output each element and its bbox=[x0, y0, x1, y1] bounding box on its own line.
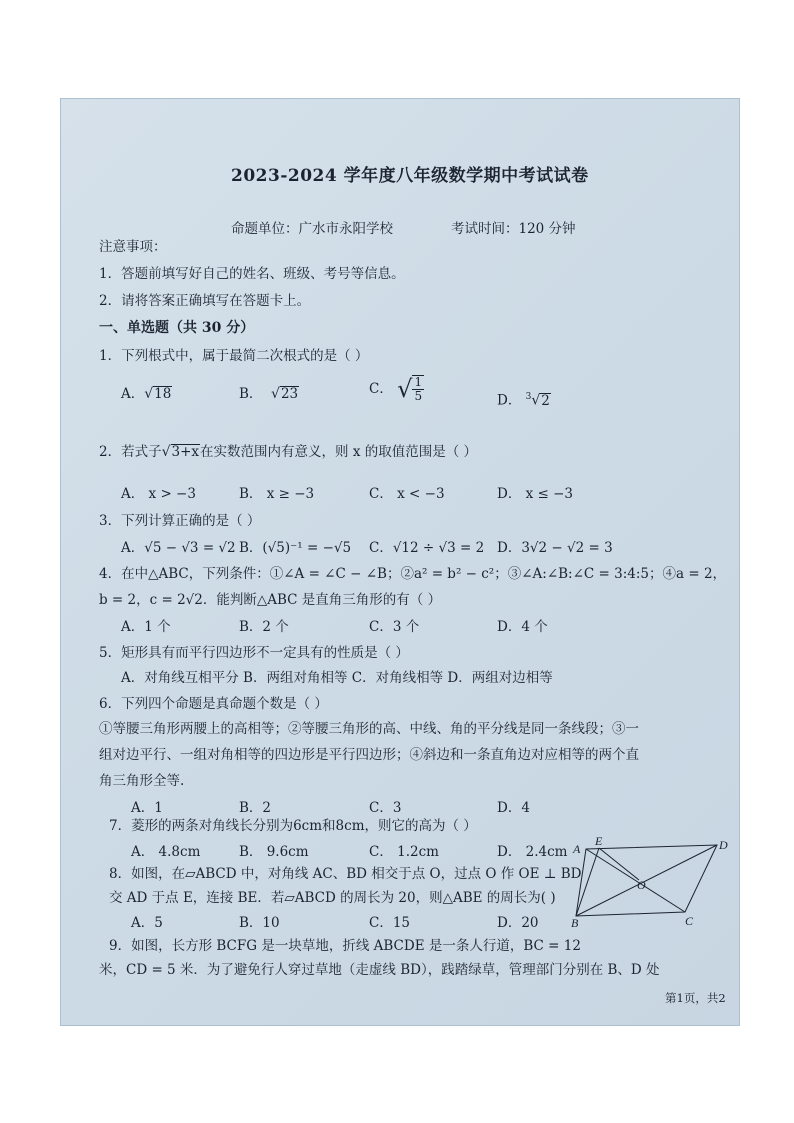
q8-option-d: D．20 bbox=[497, 915, 539, 931]
notes-heading: 注意事项： bbox=[99, 239, 167, 255]
q7-option-a: A． 4.8cm bbox=[131, 844, 201, 860]
q4-option-d: D．4 个 bbox=[497, 619, 548, 635]
q9-line-2: 米，CD = 5 米．为了避免行人穿过草地（走虚线 BD），践踏绿草，管理部门分别在 B、D 处 bbox=[99, 962, 660, 978]
q6-option-c: C．3 bbox=[369, 800, 402, 816]
q6-stem: 6．下列四个命题是真命题个数是（ ） bbox=[99, 696, 328, 712]
notes-item-2: 2．请将答案正确填写在答题卡上。 bbox=[99, 293, 311, 309]
q7-option-d: D． 2.4cm bbox=[497, 844, 568, 860]
q7-option-b: B． 9.6cm bbox=[239, 844, 309, 860]
q2-option-c: C． x < −3 bbox=[369, 486, 445, 502]
label-e: E bbox=[595, 837, 603, 848]
q2-option-d: D． x ≤ −3 bbox=[497, 486, 574, 502]
q2-option-a: A． x > −3 bbox=[121, 486, 196, 502]
q1-option-b: B． √23 bbox=[239, 386, 299, 402]
q4-option-c: C．3 个 bbox=[369, 619, 420, 635]
q3-option-b: B．(√5)⁻¹ = −√5 bbox=[239, 540, 352, 556]
q6-line-1: ①等腰三角形两腰上的高相等；②等腰三角形的高、中线、角的平分线是同一条线段；③一 bbox=[99, 721, 639, 737]
q4-option-b: B．2 个 bbox=[239, 619, 289, 635]
q3-option-c: C．√12 ÷ √3 = 2 bbox=[369, 540, 485, 556]
q8-option-b: B．10 bbox=[239, 915, 280, 931]
q5-options: A．对角线互相平分 B．两组对角相等 C．对角线相等 D．两组对边相等 bbox=[121, 670, 553, 686]
label-c: C bbox=[685, 914, 694, 927]
q8-option-a: A．5 bbox=[131, 915, 163, 931]
q2-stem: 2．若式子√3+x在实数范围内有意义，则 x 的取值范围是（ ） bbox=[99, 444, 478, 460]
segment-oe bbox=[599, 848, 639, 880]
section-heading: 一、单选题（共 30 分） bbox=[99, 320, 255, 336]
exam-sheet bbox=[60, 98, 740, 1026]
label-d: D bbox=[719, 838, 728, 852]
q4-option-a: A．1 个 bbox=[121, 619, 171, 635]
q6-option-b: B．2 bbox=[239, 800, 272, 816]
q8-line-1: 8．如图，在▱ABCD 中，对角线 AC、BD 相交于点 O，过点 O 作 OE ⊥ BD bbox=[109, 866, 582, 882]
school-info: 命题单位：广水市永阳学校 bbox=[231, 221, 393, 237]
q6-line-2: 组对边平行、一组对角相等的四边形是平行四边形；④斜边和一条直角边对应相等的两个直 bbox=[99, 747, 639, 763]
exam-title: 2023-2024 学年度八年级数学期中考试试卷 bbox=[231, 166, 589, 186]
q1-stem: 1．下列根式中，属于最简二次根式的是（ ） bbox=[99, 348, 369, 364]
diagonal-ac bbox=[586, 849, 685, 912]
q5-stem: 5．矩形具有而平行四边形不一定具有的性质是（ ） bbox=[99, 645, 409, 661]
q7-stem: 7．菱形的两条对角线长分别为6cm和8cm，则它的高为（ ） bbox=[109, 818, 477, 834]
q8-line-2: 交 AD 于点 E，连接 BE．若▱ABCD 的周长为 20，则△ABE 的周长为( ) bbox=[109, 890, 556, 906]
q2-option-b: B． x ≥ −3 bbox=[239, 486, 315, 502]
q6-line-3: 角三角形全等. bbox=[99, 773, 185, 789]
parallelogram-figure bbox=[571, 837, 731, 927]
label-b: B bbox=[571, 916, 579, 927]
q1-option-c: C． √ $\frac{1}{5}$ bbox=[369, 375, 423, 403]
q6-option-d: D．4 bbox=[497, 800, 530, 816]
q1-option-d: D． $^3$√2 bbox=[497, 392, 550, 409]
q1-option-a: A．√18 bbox=[121, 386, 172, 402]
q3-option-a: A．√5 − √3 = √2 bbox=[121, 540, 236, 556]
exam-time: 考试时间：120 分钟 bbox=[451, 221, 576, 237]
q3-option-d: D．3√2 − √2 = 3 bbox=[497, 540, 613, 556]
q9-line-1: 9．如图，长方形 BCFG 是一块草地，折线 ABCDE 是一条人行道，BC = 12 bbox=[109, 938, 581, 954]
q4-line-1: 4．在中△ABC，下列条件：①∠A = ∠C − ∠B；②a² = b² − c²；③∠A:∠B:∠C = 3:4:5；④a = 2， bbox=[99, 566, 727, 582]
label-a: A bbox=[573, 842, 581, 856]
q4-line-2: b = 2，c = 2√2．能判断△ABC 是直角三角形的有（ ） bbox=[99, 592, 442, 608]
q3-stem: 3．下列计算正确的是（ ） bbox=[99, 513, 261, 529]
notes-item-1: 1．答题前填写好自己的姓名、班级、考号等信息。 bbox=[99, 266, 405, 282]
label-o: O bbox=[637, 878, 646, 892]
q7-option-c: C． 1.2cm bbox=[369, 844, 439, 860]
page-number: 第1页，共2 bbox=[665, 991, 726, 1005]
q6-option-a: A．1 bbox=[131, 800, 163, 816]
q8-option-c: C．15 bbox=[369, 915, 411, 931]
